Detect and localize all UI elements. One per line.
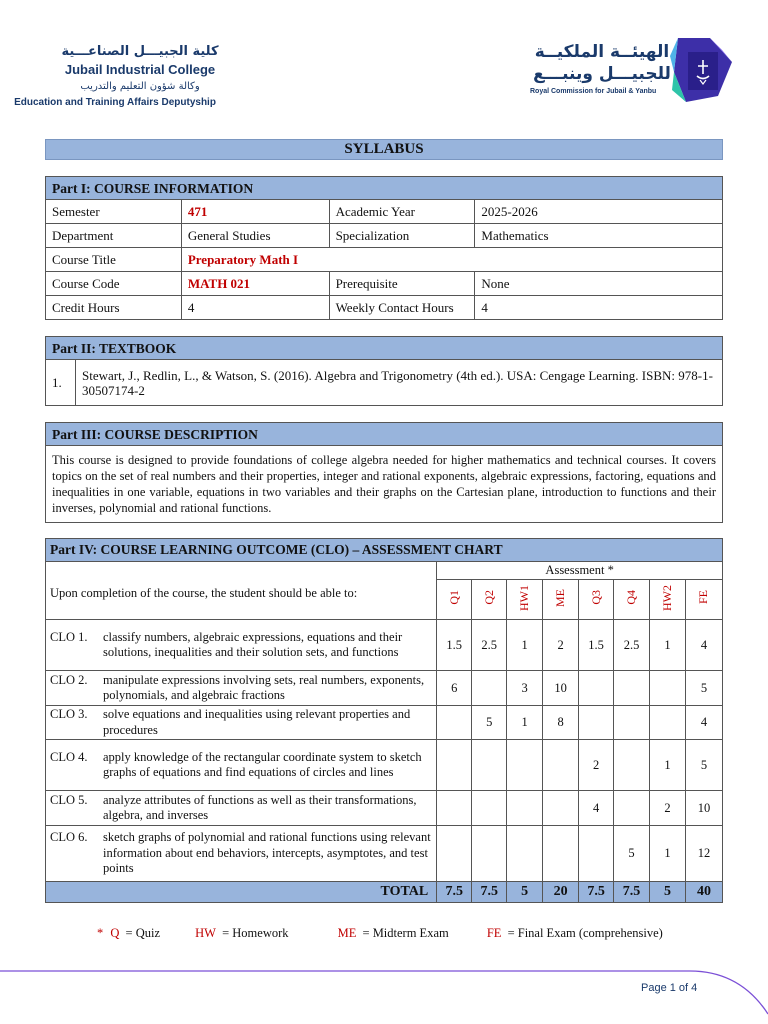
course-code-value: MATH 021 <box>181 272 329 296</box>
clo-row <box>46 706 723 740</box>
course-code-label: Course Code <box>46 272 182 296</box>
clo-weight-cell: 8 <box>543 706 579 740</box>
academic-year-label: Academic Year <box>329 200 475 224</box>
clo-id: CLO 6. <box>50 830 88 845</box>
clo-weight-cell <box>579 826 614 882</box>
clo-weight-cell: 4 <box>685 620 722 671</box>
clo-weight-cell: 4 <box>579 791 614 826</box>
clo-row <box>46 791 723 826</box>
clo-weight-cell: 5 <box>614 826 650 882</box>
assessment-legend <box>97 926 663 941</box>
clo-text: classify numbers, algebraic expressions, equations and their solutions, inequalities and their solution sets, and functions <box>103 629 403 659</box>
credit-hours-label: Credit Hours <box>46 296 182 320</box>
legend-hw-key: HW <box>195 926 216 940</box>
clo-weight-cell: 1 <box>650 620 686 671</box>
clo-weight-cell <box>437 791 472 826</box>
assessment-column-header <box>472 580 507 620</box>
assessment-column-label: HW1 <box>517 584 532 611</box>
college-header <box>0 44 230 108</box>
department-value: General Studies <box>181 224 329 248</box>
college-name: Jubail Industrial College <box>64 62 216 77</box>
clo-weight-cell <box>650 706 686 740</box>
deputyship-name: Education and Training Affairs Deputyship <box>14 97 216 108</box>
clo-weight-cell <box>543 826 579 882</box>
specialization-label: Specialization <box>329 224 475 248</box>
total-value: 5 <box>507 882 543 903</box>
clo-weight-cell: 2.5 <box>472 620 507 671</box>
clo-id: CLO 2. <box>50 672 88 687</box>
assessment-column-label: Q4 <box>624 590 639 605</box>
credit-hours-value: 4 <box>181 296 329 320</box>
clo-weight-cell: 12 <box>685 826 722 882</box>
clo-weight-cell <box>472 791 507 826</box>
clo-weight-cell: 1 <box>650 740 686 791</box>
clo-weight-cell: 1.5 <box>579 620 614 671</box>
clo-weight-cell: 1 <box>650 826 686 882</box>
clo-id: CLO 5. <box>50 792 88 807</box>
clo-weight-cell <box>614 671 650 706</box>
clo-weight-cell: 5 <box>685 740 722 791</box>
total-value: 7.5 <box>472 882 507 903</box>
total-value: 7.5 <box>579 882 614 903</box>
assessment-column-label: HW2 <box>660 584 674 611</box>
course-information-table <box>45 176 723 320</box>
assessment-column-label: Q3 <box>588 590 603 605</box>
royal-commission-header <box>528 40 768 110</box>
assessment-column-label: FE <box>696 590 711 605</box>
clo-description-cell <box>46 671 437 706</box>
clo-weight-cell <box>579 706 614 740</box>
clo-weight-cell <box>614 706 650 740</box>
clo-weight-cell: 1.5 <box>437 620 472 671</box>
deputyship-arabic: وكالة شؤون التعليم والتدريب <box>80 81 200 92</box>
clo-weight-cell <box>650 671 686 706</box>
clo-weight-cell: 5 <box>472 706 507 740</box>
clo-description-cell <box>46 706 437 740</box>
clo-weight-cell: 3 <box>507 671 543 706</box>
clo-description-cell <box>46 791 437 826</box>
textbook-citation: Stewart, J., Redlin, L., & Watson, S. (2016). Algebra and Trigonometry (4th ed.). USA: Cengage Learning. ISBN: 978-1-30507174-2 <box>75 360 722 406</box>
rc-name-arabic-line2: للجبيـــل وينبـــع <box>533 64 671 84</box>
course-title-value: Preparatory Math I <box>181 248 722 272</box>
department-label: Department <box>46 224 182 248</box>
clo-weight-cell: 1 <box>507 706 543 740</box>
clo-text: analyze attributes of functions as well as their transformations, algebra, and inverses <box>103 792 417 822</box>
assessment-column-label: Q2 <box>481 590 496 605</box>
assessment-header: Assessment * <box>437 562 723 580</box>
total-label: TOTAL <box>46 882 437 903</box>
course-description-table <box>45 422 723 523</box>
clo-text: solve equations and inequalities using relevant properties and procedures <box>103 707 411 737</box>
section-heading: Part II: TEXTBOOK <box>46 337 723 360</box>
clo-weight-cell: 10 <box>685 791 722 826</box>
royal-commission-logo-icon <box>670 36 732 104</box>
contact-hours-value: 4 <box>475 296 723 320</box>
prerequisite-value: None <box>475 272 723 296</box>
section-heading: Part III: COURSE DESCRIPTION <box>46 423 723 446</box>
total-value: 7.5 <box>437 882 472 903</box>
clo-weight-cell <box>614 791 650 826</box>
clo-description-cell <box>46 620 437 671</box>
assessment-column-header <box>437 580 472 620</box>
total-value: 40 <box>685 882 722 903</box>
semester-value: 471 <box>181 200 329 224</box>
assessment-column-label: ME <box>553 588 568 607</box>
total-value: 7.5 <box>614 882 650 903</box>
clo-weight-cell <box>437 826 472 882</box>
rc-name: Royal Commission for Jubail & Yanbu <box>530 88 657 95</box>
clo-weight-cell <box>507 740 543 791</box>
clo-weight-cell <box>472 740 507 791</box>
clo-weight-cell: 6 <box>437 671 472 706</box>
clo-weight-cell <box>472 826 507 882</box>
textbook-table <box>45 336 723 406</box>
total-row <box>46 882 723 903</box>
clo-weight-cell: 4 <box>685 706 722 740</box>
clo-weight-cell <box>507 826 543 882</box>
clo-description-cell <box>46 740 437 791</box>
course-description: This course is designed to provide foundations of college algebra needed for higher mathematics and technical courses. It covers topics on the set of real numbers and their properties, integer and rational exponents, algebraic expressions, factoring, equations and inequalities in one variable, equations in two variables and their graphs on the Cartesian plane, introduction to functions and their inverses, polynomial and rational functions. <box>46 446 723 523</box>
assessment-column-header <box>579 580 614 620</box>
legend-star: * <box>97 926 104 940</box>
clo-weight-cell <box>543 740 579 791</box>
assessment-column-header <box>543 580 579 620</box>
clo-id: CLO 3. <box>50 707 88 721</box>
clo-description-cell <box>46 826 437 882</box>
section-heading: Part I: COURSE INFORMATION <box>46 177 723 200</box>
clo-weight-cell: 2 <box>650 791 686 826</box>
clo-weight-cell: 10 <box>543 671 579 706</box>
rc-name-arabic-line1: الهيئــة الملكيــة <box>534 42 670 62</box>
total-value: 20 <box>543 882 579 903</box>
clo-assessment-table <box>45 538 723 903</box>
clo-weight-cell: 1 <box>507 620 543 671</box>
total-value: 5 <box>650 882 686 903</box>
legend-q-value: = Quiz <box>125 926 161 940</box>
clo-weight-cell <box>472 671 507 706</box>
clo-weight-cell <box>543 791 579 826</box>
assessment-column-header <box>614 580 650 620</box>
legend-q-key: Q <box>110 926 120 940</box>
clo-intro: Upon completion of the course, the student should be able to: <box>46 562 437 620</box>
clo-weight-cell: 2 <box>543 620 579 671</box>
clo-row <box>46 826 723 882</box>
clo-id: CLO 4. <box>50 749 88 764</box>
assessment-column-label: Q1 <box>446 590 461 605</box>
clo-weight-cell: 2 <box>579 740 614 791</box>
legend-me-value: = Midterm Exam <box>362 926 449 940</box>
clo-id: CLO 1. <box>50 629 88 644</box>
textbook-number: 1. <box>46 360 76 406</box>
assessment-column-header <box>685 580 722 620</box>
legend-fe-key: FE <box>486 926 502 940</box>
legend-fe-value: = Final Exam (comprehensive) <box>507 926 663 940</box>
page-title: SYLLABUS <box>45 139 723 160</box>
clo-weight-cell <box>437 706 472 740</box>
clo-weight-cell: 2.5 <box>614 620 650 671</box>
college-name-arabic: كلية الجبيـــل الصناعـــية <box>61 44 219 59</box>
assessment-column-header <box>650 580 686 620</box>
clo-row <box>46 740 723 791</box>
clo-row <box>46 671 723 706</box>
contact-hours-label: Weekly Contact Hours <box>329 296 475 320</box>
specialization-value: Mathematics <box>475 224 723 248</box>
prerequisite-label: Prerequisite <box>329 272 475 296</box>
legend-hw-value: = Homework <box>222 926 289 940</box>
clo-weight-cell <box>437 740 472 791</box>
clo-weight-cell <box>507 791 543 826</box>
clo-text: manipulate expressions involving sets, real numbers, exponents, polynomials, and algebraic fractions <box>103 672 425 702</box>
course-title-label: Course Title <box>46 248 182 272</box>
section-heading: Part IV: COURSE LEARNING OUTCOME (CLO) – ASSESSMENT CHART <box>46 539 723 562</box>
clo-weight-cell <box>579 671 614 706</box>
clo-row <box>46 620 723 671</box>
clo-weight-cell: 5 <box>685 671 722 706</box>
legend-me-key: ME <box>337 926 357 940</box>
clo-text: sketch graphs of polynomial and rational functions using relevant information about end behaviors, intercepts, asymptotes, and test points <box>103 830 431 876</box>
assessment-column-header <box>507 580 543 620</box>
academic-year-value: 2025-2026 <box>475 200 723 224</box>
clo-weight-cell <box>614 740 650 791</box>
semester-label: Semester <box>46 200 182 224</box>
page-number: Page 1 of 4 <box>641 982 698 994</box>
clo-text: apply knowledge of the rectangular coordinate system to sketch graphs of equations and find equations of circles and lines <box>103 749 422 779</box>
